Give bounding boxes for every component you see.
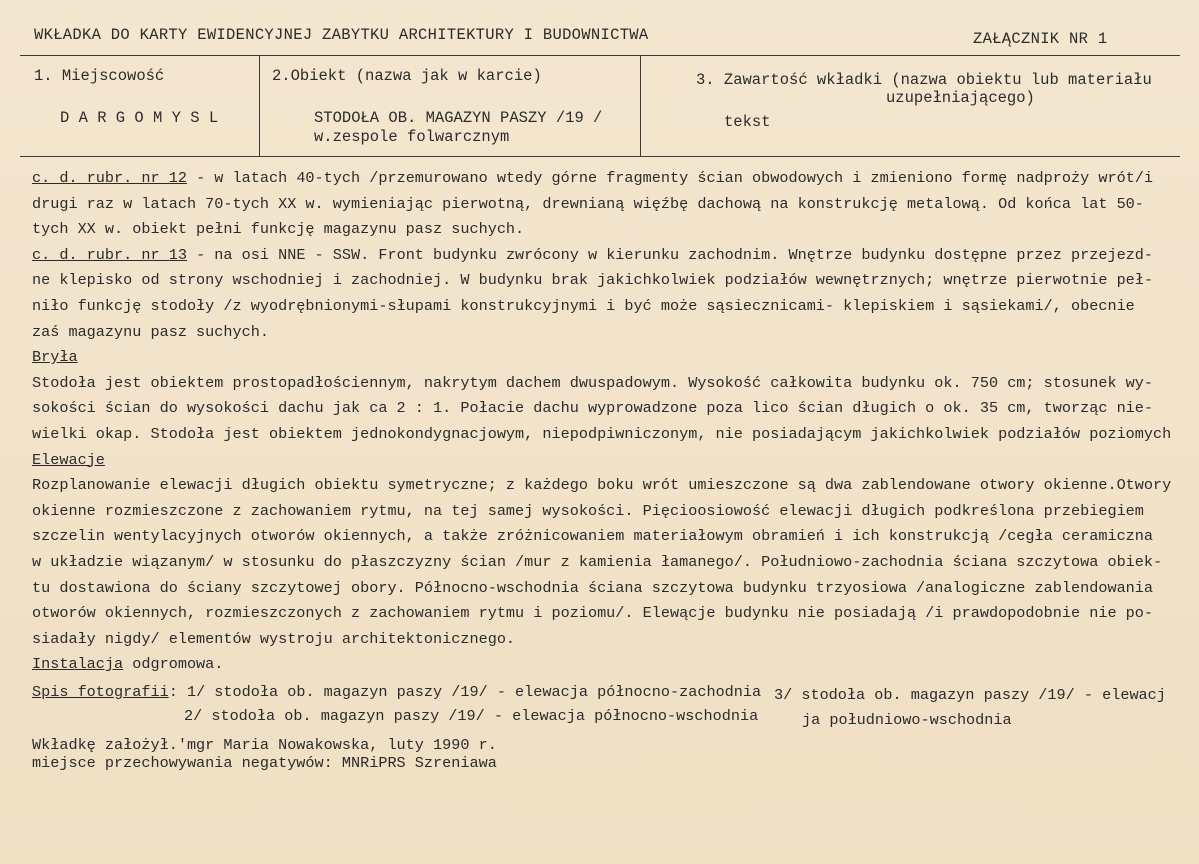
contents-value: tekst: [724, 113, 771, 131]
table-divider-1: [259, 55, 260, 157]
author-line: Wkładkę założył.'mgr Maria Nowakowska, luty 1990 r.: [32, 736, 497, 754]
section-heading-instalacja: Instalacja odgromowa.: [32, 655, 224, 674]
locality-label: 1. Miejscowość: [34, 67, 165, 85]
rubric-ref-13: c. d. rubr. nr 13: [32, 245, 187, 264]
text-line: Rozplanowanie elewacji długich obiektu symetryczne; z każdego boku wrót umieszczone są dwa zablendowane otwory okienne.Otwory: [32, 476, 1172, 495]
text-line: c. d. rubr. nr 12 - w latach 40-tych /przemurowano wtedy górne fragmenty ścian obwodowych i zmieniono formę nadproży wrót/i: [32, 169, 1154, 187]
section-heading-bryla: Bryła: [32, 348, 78, 367]
text-line: okienne rozmieszczone z zachowaniem rytmu, na tej samej wysokości. Pięcioosiowość elewacji długich podkreślona przebiegiem: [32, 501, 1144, 520]
text-line: w układzie wiązanym/ w stosunku do płaszczyzny ścian /mur z kamienia łamanego/. Południowo-zachodnia ściana szczytowa obiek-: [32, 552, 1163, 571]
text-line: ne klepisko od strony wschodniej i zachodniej. W budynku brak jakichkolwiek podziałów wewnętrznych; wnętrze pierwotnie peł-: [32, 271, 1154, 290]
text-line: siadały nigdy/ elementów wystroju architektonicznego.: [32, 629, 516, 648]
contents-label-cont: uzupełniającego): [886, 89, 1035, 107]
table-top-border: [20, 55, 1180, 56]
text-line: Stodoła jest obiektem prostopadłościennym, nakrytym dachem dwuspadowym. Wysokość całkowita budynku ok. 750 cm; stosunek wy-: [32, 373, 1154, 392]
card-title: WKŁADKA DO KARTY EWIDENCYJNEJ ZABYTKU ARCHITEKTURY I BUDOWNICTWA: [34, 26, 649, 44]
text-line: wielki okap. Stodoła jest obiektem jednokondygnacjowym, niepodpiwniczonym, nie posiadającym jakichkolwiek podziałów poziomych: [32, 424, 1172, 443]
photo-item-2: 2/ stodoła ob. magazyn paszy /19/ - elewacja północno-wschodnia: [184, 707, 759, 725]
object-value: STODOŁA OB. MAGAZYN PASZY /19 /: [314, 109, 603, 127]
text-line: niło funkcję stodoły /z wyodrębnionymi-słupami konstrukcyjnymi i być może sąsiecznicami- klepiskiem i sąsiekami/, obecnie: [32, 296, 1135, 315]
photo-item-3-cont: ja południowo-wschodnia: [802, 711, 1012, 729]
table-divider-2: [640, 55, 641, 157]
section-heading-elewacje: Elewacje: [32, 450, 105, 469]
text-line: tu dostawiona do ściany szczytowej obory. Północno-wschodnia ściana szczytowa budynku trzyosiowa /analogiczne zablendowania: [32, 578, 1154, 597]
text-line: c. d. rubr. nr 13 - na osi NNE - SSW. Front budynku zwrócony w kierunku zachodnim. Wnętrze budynku dostępne przez przejezd-: [32, 245, 1154, 264]
table-bottom-border: [20, 156, 1180, 157]
negatives-storage: miejsce przechowywania negatywów: MNRiPRS Szreniawa: [32, 754, 497, 772]
text-line: otworów okiennych, rozmieszczonych z zachowaniem rytmu i poziomu/. Elewącje budynku nie posiadają /i prawdopodobnie nie po-: [32, 604, 1154, 623]
text-line: sokości ścian do wysokości dachu jak ca 2 : 1. Połacie dachu wyprowadzone poza lico ścian długich o ok. 35 cm, tworząc nie-: [32, 399, 1154, 418]
object-label: 2.Obiekt (nazwa jak w karcie): [272, 67, 542, 85]
locality-value: D A R G O M Y S L: [60, 109, 219, 127]
object-context: w.zespole folwarcznym: [314, 128, 510, 146]
annex-number: ZAŁĄCZNIK NR 1: [973, 30, 1108, 48]
photo-item-1: 1/ stodoła ob. magazyn paszy /19/ - elewacja północno-zachodnia: [177, 683, 762, 701]
text-line: szczelin wentylacyjnych otworów okiennych, a także zróżnicowaniem materiałowym obramień i ich konstrukcją /cegła ceramiczna: [32, 527, 1154, 546]
photo-list-label: Spis fotografii: 1/ stodoła ob. magazyn paszy /19/ - elewacja północno-zachodnia: [32, 683, 762, 701]
text-line: tych XX w. obiekt pełni funkcję magazynu pasz suchych.: [32, 220, 525, 239]
photo-item-3: 3/ stodoła ob. magazyn paszy /19/ - elewacj: [774, 686, 1166, 704]
text-line: drugi raz w latach 70-tych XX w. wymieniając pierwotną, drewnianą więźbę dachową na konstrukcję metalową. Od końca lat 50-: [32, 194, 1144, 213]
rubric-ref-12: c. d. rubr. nr 12: [32, 169, 187, 187]
contents-label: 3. Zawartość wkładki (nazwa obiektu lub materiału: [696, 71, 1152, 89]
text-line: zaś magazynu pasz suchych.: [32, 322, 269, 341]
card-body: [32, 166, 1172, 678]
